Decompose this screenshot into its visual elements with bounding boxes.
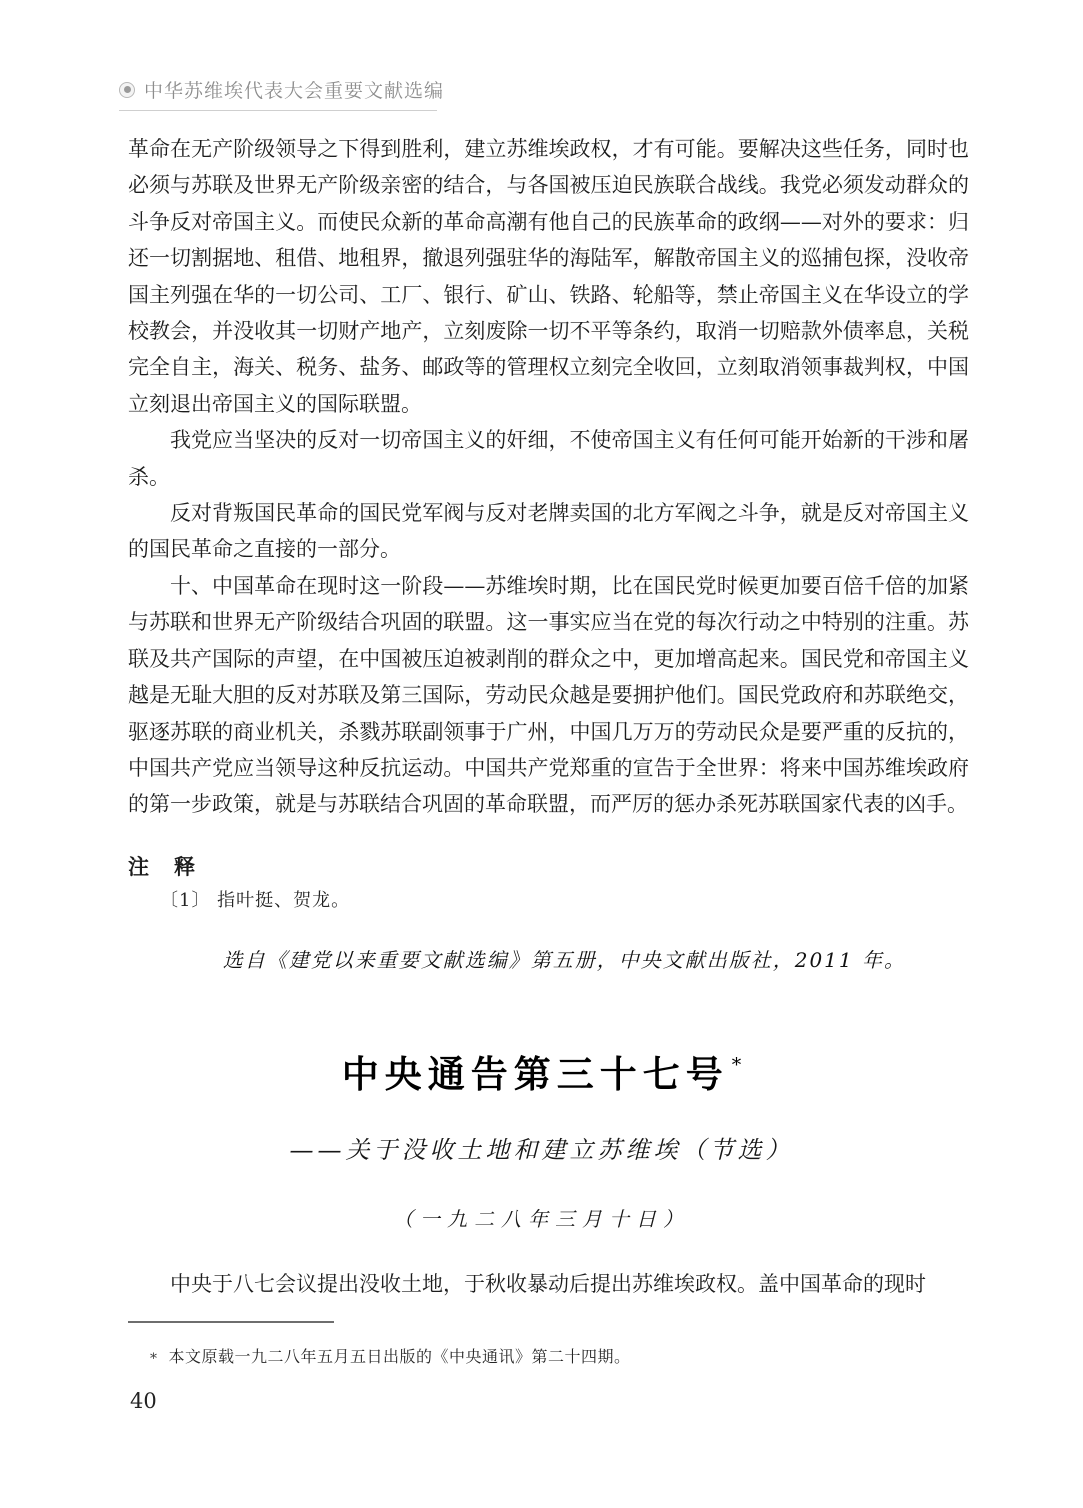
document2-title-text: 中央通告第三十七号 — [341, 1052, 729, 1096]
footnote-text: 本文原载一九二八年五月五日出版的《中央通讯》第二十四期。 — [168, 1347, 631, 1366]
footnote-asterisk: * — [150, 1351, 158, 1367]
note-item: 〔1〕 指叶挺、贺龙。 — [160, 890, 351, 911]
bullet-dot — [124, 86, 131, 93]
paragraph: 中央于八七会议提出没收土地，于秋收暴动后提出苏维埃政权。盖中国革命的现时 — [170, 1272, 926, 1296]
document2-title — [0, 1044, 1083, 1098]
bullet-circle-icon — [119, 82, 135, 98]
document1-body — [128, 131, 969, 823]
footnote — [150, 1345, 940, 1371]
book-title: 中华苏维埃代表大会重要文献选编 — [144, 80, 445, 102]
source-citation: 选自《建党以来重要文献选编》第五册，中央文献出版社，2011 年。 — [222, 948, 906, 972]
paragraph: 革命在无产阶级领导之下得到胜利，建立苏维埃政权，才有可能。要解决这些任务，同时也必须与苏联及世界无产阶级亲密的结合，与各国被压迫民族联合战线。我党必须发动群众的斗争反对帝国主义。而使民众新的革命高潮有他自己的民族革命的政纲——对外的要求：归还一切割据地、租借、地租界，撤退列强驻华的海陆军，解散帝国主义的巡捕包探，没收帝国主列强在华的一切公司、工厂、银行、矿山、铁路、轮船等，禁止帝国主义在华设立的学校教会，并没收其一切财产地产，立刻废除一切不平等条约，取消一切赔款外债率息，关税完全自主，海关、税务、盐务、邮政等的管理权立刻完全收回，立刻取消领事裁判权，中国立刻退出帝国主义的国际联盟。 — [128, 137, 969, 416]
notes-heading: 注 释 — [128, 854, 197, 879]
paragraph: 反对背叛国民革命的国民党军阀与反对老牌卖国的北方军阀之斗争，就是反对帝国主义的国民革命之直接的一部分。 — [128, 501, 969, 562]
paragraph: 十、中国革命在现时这一阶段——苏维埃时期，比在国民党时候更加要百倍千倍的加紧与苏联和世界无产阶级结合巩固的联盟。这一事实应当在党的每次行动之中特别的注重。苏联及共产国际的声望，在中国被压迫被剥削的群众之中，更加增高起来。国民党和帝国主义越是无耻大胆的反对苏联及第三国际，劳动民众越是要拥护他们。国民党政府和苏联绝交，驱逐苏联的商业机关，杀戮苏联副领事于广州，中国几万万的劳动民众是要严重的反抗的，中国共产党应当领导这种反抗运动。中国共产党郑重的宣告于全世界：将来中国苏维埃政府的第一步政策，就是与苏联结合巩固的革命联盟，而严厉的惩办杀死苏联国家代表的凶手。 — [128, 573, 969, 817]
footnote-divider — [128, 1321, 334, 1323]
document2-body — [128, 1266, 969, 1302]
paragraph: 我党应当坚决的反对一切帝国主义的奸细，不使帝国主义有任何可能开始新的干涉和屠杀。 — [128, 428, 969, 489]
title-footnote-asterisk: * — [731, 1054, 742, 1076]
running-header — [119, 76, 445, 111]
document2-date: （一九二八年三月十日） — [393, 1207, 690, 1231]
document2-subtitle: ——关于没收土地和建立苏维埃（节选） — [289, 1136, 794, 1164]
page-number: 40 — [130, 1389, 157, 1413]
